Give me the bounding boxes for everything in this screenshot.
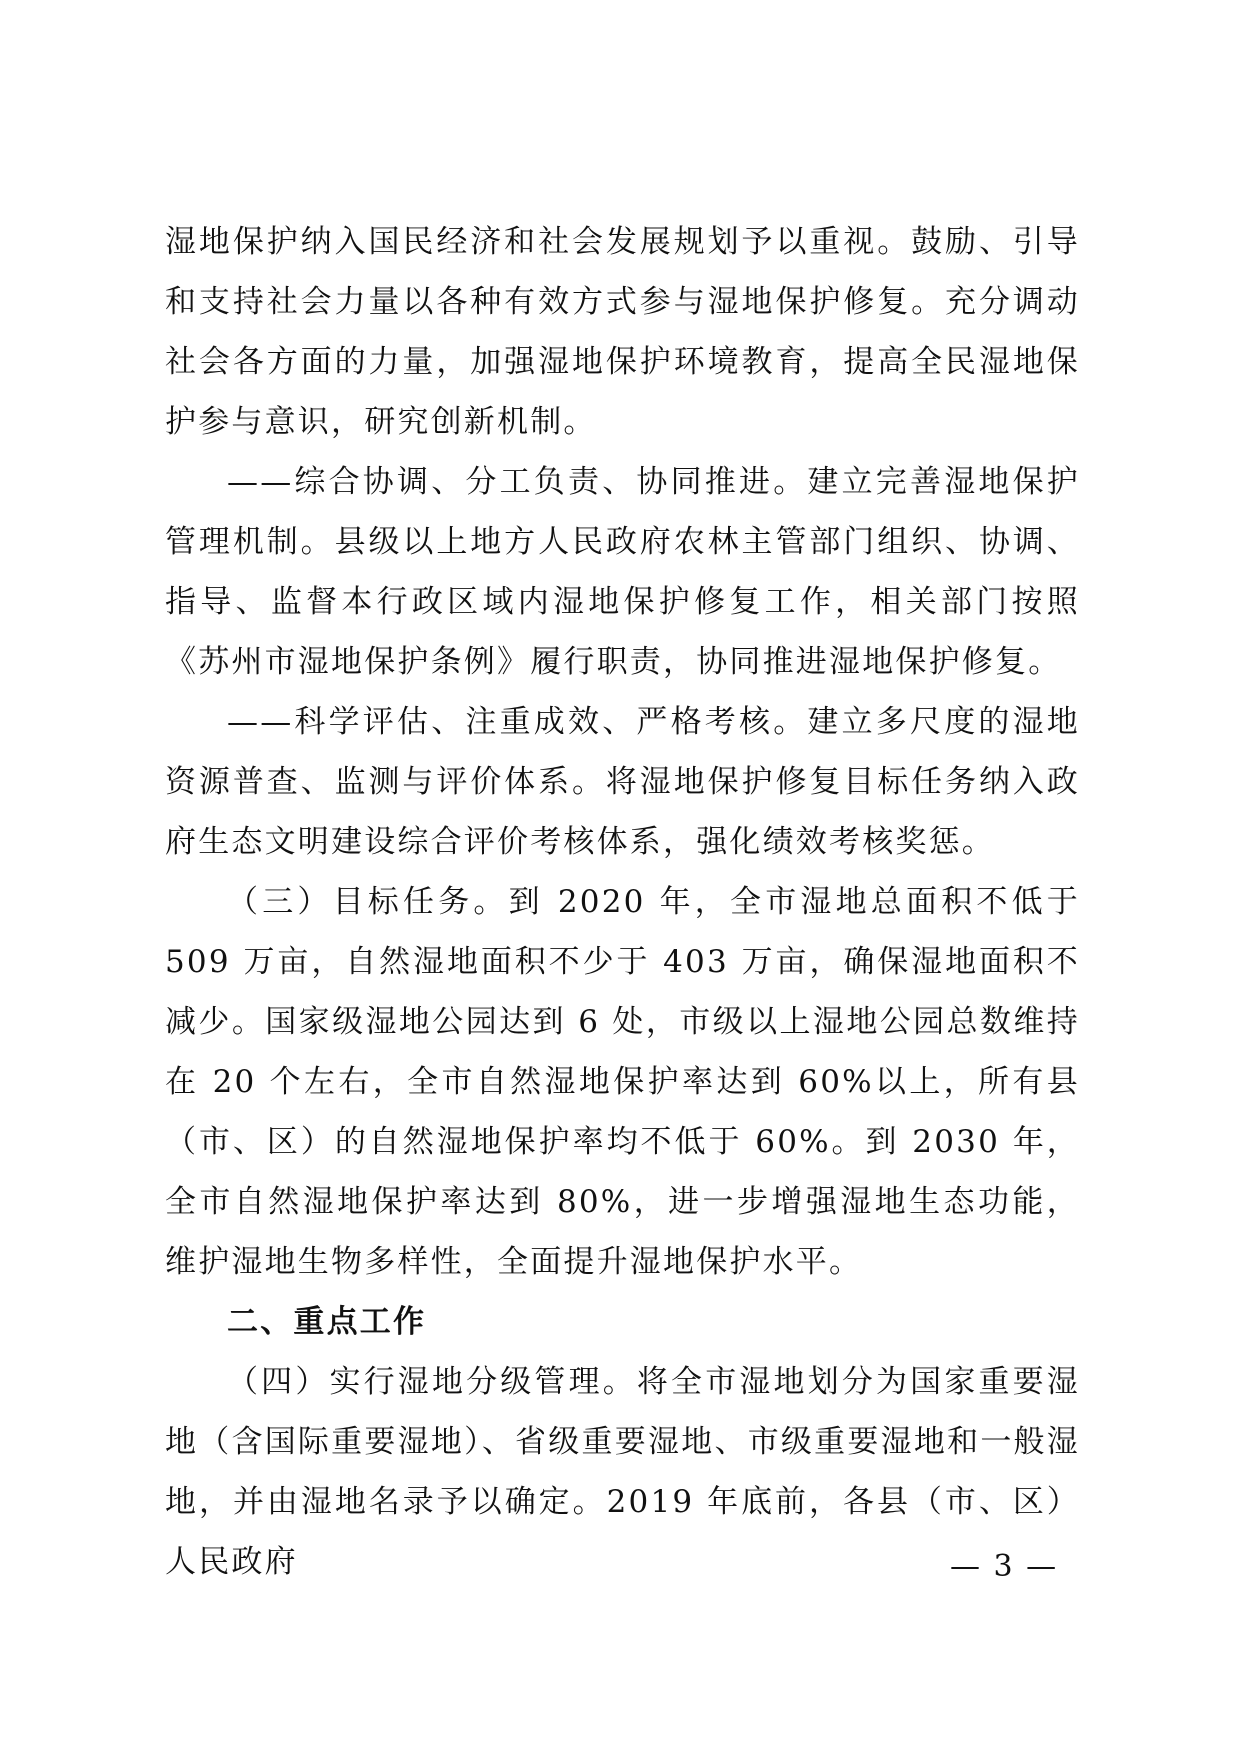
- paragraph-assessment-principle: ——科学评估、注重成效、严格考核。建立多尺度的湿地资源普查、监测与评价体系。将湿地保护修复目标任务纳入政府生态文明建设综合评价考核体系，强化绩效考核奖惩。: [165, 704, 1080, 860]
- page-number: — 3 —: [950, 1549, 1059, 1584]
- paragraph-coordination-principle: ——综合协调、分工负责、协同推进。建立完善湿地保护管理机制。县级以上地方人民政府农林主管部门组织、协调、指导、监督本行政区域内湿地保护修复工作，相关部门按照《苏州市湿地保护条例》履行职责，协同推进湿地保护修复。: [165, 464, 1080, 680]
- paragraph-targets: （三）目标任务。到 2020 年，全市湿地总面积不低于 509 万亩，自然湿地面积不少于 403 万亩，确保湿地面积不减少。国家级湿地公园达到 6 处，市级以上湿地公园总数维持在 20 个左右，全市自然湿地保护率达到 60%以上，所有县（市、区）的自然湿地保护率均不低于 60%。到 2030 年，全市自然湿地保护率达到 80%，进一步增强湿地生态功能，维护湿地生物多样性，全面提升湿地保护水平。: [165, 884, 1080, 1280]
- document-body: [165, 212, 1080, 1592]
- paragraph-continued: 湿地保护纳入国民经济和社会发展规划予以重视。鼓励、引导和支持社会力量以各种有效方式参与湿地保护修复。充分调动社会各方面的力量，加强湿地保护环境教育，提高全民湿地保护参与意识，研究创新机制。: [165, 224, 1080, 440]
- section-heading: 二、重点工作: [227, 1304, 427, 1340]
- paragraph-classified-management: （四）实行湿地分级管理。将全市湿地划分为国家重要湿地（含国际重要湿地）、省级重要湿地、市级重要湿地和一般湿地，并由湿地名录予以确定。2019 年底前，各县（市、区）人民政府: [165, 1364, 1080, 1580]
